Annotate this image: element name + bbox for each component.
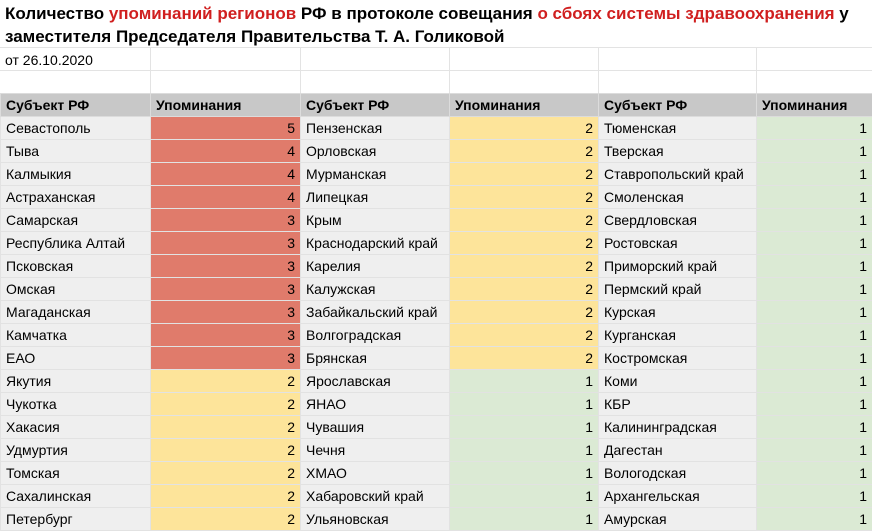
region-name-cell: Чувашия (301, 416, 450, 439)
table-row (1, 301, 872, 324)
mentions-count-cell: 1 (757, 278, 872, 301)
mentions-count-cell: 2 (450, 347, 599, 370)
region-name-cell: ЕАО (1, 347, 151, 370)
region-name-cell: Курская (599, 301, 757, 324)
mentions-count-cell: 3 (151, 232, 301, 255)
header-mentions-3: Упоминания (757, 94, 872, 117)
mentions-count-cell: 2 (151, 370, 301, 393)
region-name-cell: КБР (599, 393, 757, 416)
region-name-cell: Свердловская (599, 209, 757, 232)
region-name-cell: Ульяновская (301, 508, 450, 531)
mentions-count-cell: 2 (450, 186, 599, 209)
mentions-count-cell: 2 (450, 117, 599, 140)
table-row (1, 209, 872, 232)
protocol-date: от 26.10.2020 (5, 50, 93, 70)
mentions-count-cell: 1 (757, 462, 872, 485)
mentions-count-cell: 1 (757, 485, 872, 508)
mentions-count-cell: 3 (151, 347, 301, 370)
region-name-cell: Карелия (301, 255, 450, 278)
mentions-count-cell: 1 (757, 324, 872, 347)
region-name-cell: Приморский край (599, 255, 757, 278)
mentions-count-cell: 1 (757, 117, 872, 140)
header-subject-1: Субъект РФ (1, 94, 151, 117)
header-mentions-1: Упоминания (151, 94, 301, 117)
table-row (1, 163, 872, 186)
region-name-cell: Камчатка (1, 324, 151, 347)
table-row (1, 232, 872, 255)
region-name-cell: Удмуртия (1, 439, 151, 462)
region-name-cell: Магаданская (1, 301, 151, 324)
mentions-count-cell: 1 (757, 416, 872, 439)
region-name-cell: Омская (1, 278, 151, 301)
table-row (1, 324, 872, 347)
region-name-cell: Тверская (599, 140, 757, 163)
region-name-cell: Вологодская (599, 462, 757, 485)
mentions-count-cell: 1 (757, 232, 872, 255)
header-mentions-2: Упоминания (450, 94, 599, 117)
mentions-count-cell: 1 (450, 370, 599, 393)
region-name-cell: Брянская (301, 347, 450, 370)
region-name-cell: Архангельская (599, 485, 757, 508)
mentions-count-cell: 2 (450, 301, 599, 324)
mentions-count-cell: 1 (757, 508, 872, 531)
table-row (1, 439, 872, 462)
empty-grid-rows (0, 47, 872, 93)
mentions-count-cell: 2 (450, 255, 599, 278)
mentions-count-cell: 4 (151, 186, 301, 209)
mentions-count-cell: 3 (151, 209, 301, 232)
region-name-cell: Псковская (1, 255, 151, 278)
table-row (1, 186, 872, 209)
title-highlight-2: о сбоях системы здравоохранения (537, 4, 834, 23)
region-name-cell: ХМАО (301, 462, 450, 485)
table-row (1, 416, 872, 439)
table-row (1, 393, 872, 416)
mentions-count-cell: 1 (450, 393, 599, 416)
region-name-cell: Смоленская (599, 186, 757, 209)
region-name-cell: Чечня (301, 439, 450, 462)
mentions-count-cell: 4 (151, 140, 301, 163)
mentions-count-cell: 3 (151, 324, 301, 347)
region-name-cell: Ростовская (599, 232, 757, 255)
region-name-cell: Хакасия (1, 416, 151, 439)
mentions-count-cell: 3 (151, 278, 301, 301)
table-row (1, 140, 872, 163)
mentions-count-cell: 2 (450, 324, 599, 347)
mentions-count-cell: 1 (757, 439, 872, 462)
region-name-cell: Тюменская (599, 117, 757, 140)
header-row (1, 94, 872, 117)
region-name-cell: Липецкая (301, 186, 450, 209)
mentions-count-cell: 1 (757, 163, 872, 186)
table-row (1, 278, 872, 301)
region-name-cell: Калининградская (599, 416, 757, 439)
header-subject-3: Субъект РФ (599, 94, 757, 117)
mentions-count-cell: 1 (757, 393, 872, 416)
mentions-count-cell: 2 (450, 163, 599, 186)
region-name-cell: Ярославская (301, 370, 450, 393)
region-name-cell: Краснодарский край (301, 232, 450, 255)
table-row (1, 508, 872, 531)
mentions-count-cell: 2 (151, 485, 301, 508)
title-text-1: Количество (5, 4, 109, 23)
region-name-cell: Забайкальский край (301, 301, 450, 324)
table-row (1, 485, 872, 508)
mentions-count-cell: 2 (450, 209, 599, 232)
mentions-count-cell: 2 (151, 416, 301, 439)
mentions-count-cell: 5 (151, 117, 301, 140)
mentions-count-cell: 1 (757, 301, 872, 324)
region-name-cell: Амурская (599, 508, 757, 531)
region-name-cell: Мурманская (301, 163, 450, 186)
mentions-count-cell: 1 (757, 209, 872, 232)
region-name-cell: Сахалинская (1, 485, 151, 508)
header-subject-2: Субъект РФ (301, 94, 450, 117)
region-name-cell: Самарская (1, 209, 151, 232)
region-name-cell: Дагестан (599, 439, 757, 462)
region-name-cell: Ставропольский край (599, 163, 757, 186)
table-row (1, 370, 872, 393)
table-row (1, 255, 872, 278)
table-row (1, 462, 872, 485)
mentions-count-cell: 2 (450, 140, 599, 163)
mentions-count-cell: 1 (450, 462, 599, 485)
region-name-cell: Крым (301, 209, 450, 232)
mentions-count-cell: 2 (151, 462, 301, 485)
region-name-cell: Орловская (301, 140, 450, 163)
mentions-count-cell: 1 (757, 370, 872, 393)
region-name-cell: Калужская (301, 278, 450, 301)
mentions-count-cell: 2 (450, 232, 599, 255)
region-name-cell: Тыва (1, 140, 151, 163)
region-name-cell: Костромская (599, 347, 757, 370)
region-name-cell: Астраханская (1, 186, 151, 209)
mentions-count-cell: 2 (151, 439, 301, 462)
mentions-count-cell: 1 (450, 485, 599, 508)
region-name-cell: Хабаровский край (301, 485, 450, 508)
mentions-count-cell: 1 (450, 439, 599, 462)
mentions-count-cell: 3 (151, 255, 301, 278)
region-name-cell: Пермский край (599, 278, 757, 301)
mentions-count-cell: 2 (151, 508, 301, 531)
region-name-cell: ЯНАО (301, 393, 450, 416)
mentions-count-cell: 2 (450, 278, 599, 301)
region-name-cell: Волгоградская (301, 324, 450, 347)
mentions-count-cell: 1 (757, 140, 872, 163)
region-name-cell: Республика Алтай (1, 232, 151, 255)
table-row (1, 117, 872, 140)
region-name-cell: Калмыкия (1, 163, 151, 186)
region-name-cell: Петербург (1, 508, 151, 531)
region-name-cell: Пензенская (301, 117, 450, 140)
mentions-count-cell: 1 (757, 255, 872, 278)
title-text-3: у заместителя Председателя Правительства Т. А. Голиковой (5, 4, 849, 46)
mentions-count-cell: 1 (757, 186, 872, 209)
region-name-cell: Курганская (599, 324, 757, 347)
mentions-count-cell: 4 (151, 163, 301, 186)
region-name-cell: Чукотка (1, 393, 151, 416)
table-body (1, 117, 872, 531)
mentions-count-cell: 1 (450, 416, 599, 439)
title-text-2: РФ в протоколе совещания (296, 4, 537, 23)
region-name-cell: Якутия (1, 370, 151, 393)
region-name-cell: Севастополь (1, 117, 151, 140)
region-name-cell: Коми (599, 370, 757, 393)
title-highlight-1: упоминаний регионов (109, 4, 296, 23)
table-row (1, 347, 872, 370)
mentions-table (0, 93, 872, 531)
mentions-count-cell: 3 (151, 301, 301, 324)
mentions-count-cell: 2 (151, 393, 301, 416)
page-title (5, 2, 867, 48)
mentions-count-cell: 1 (450, 508, 599, 531)
region-name-cell: Томская (1, 462, 151, 485)
mentions-count-cell: 1 (757, 347, 872, 370)
